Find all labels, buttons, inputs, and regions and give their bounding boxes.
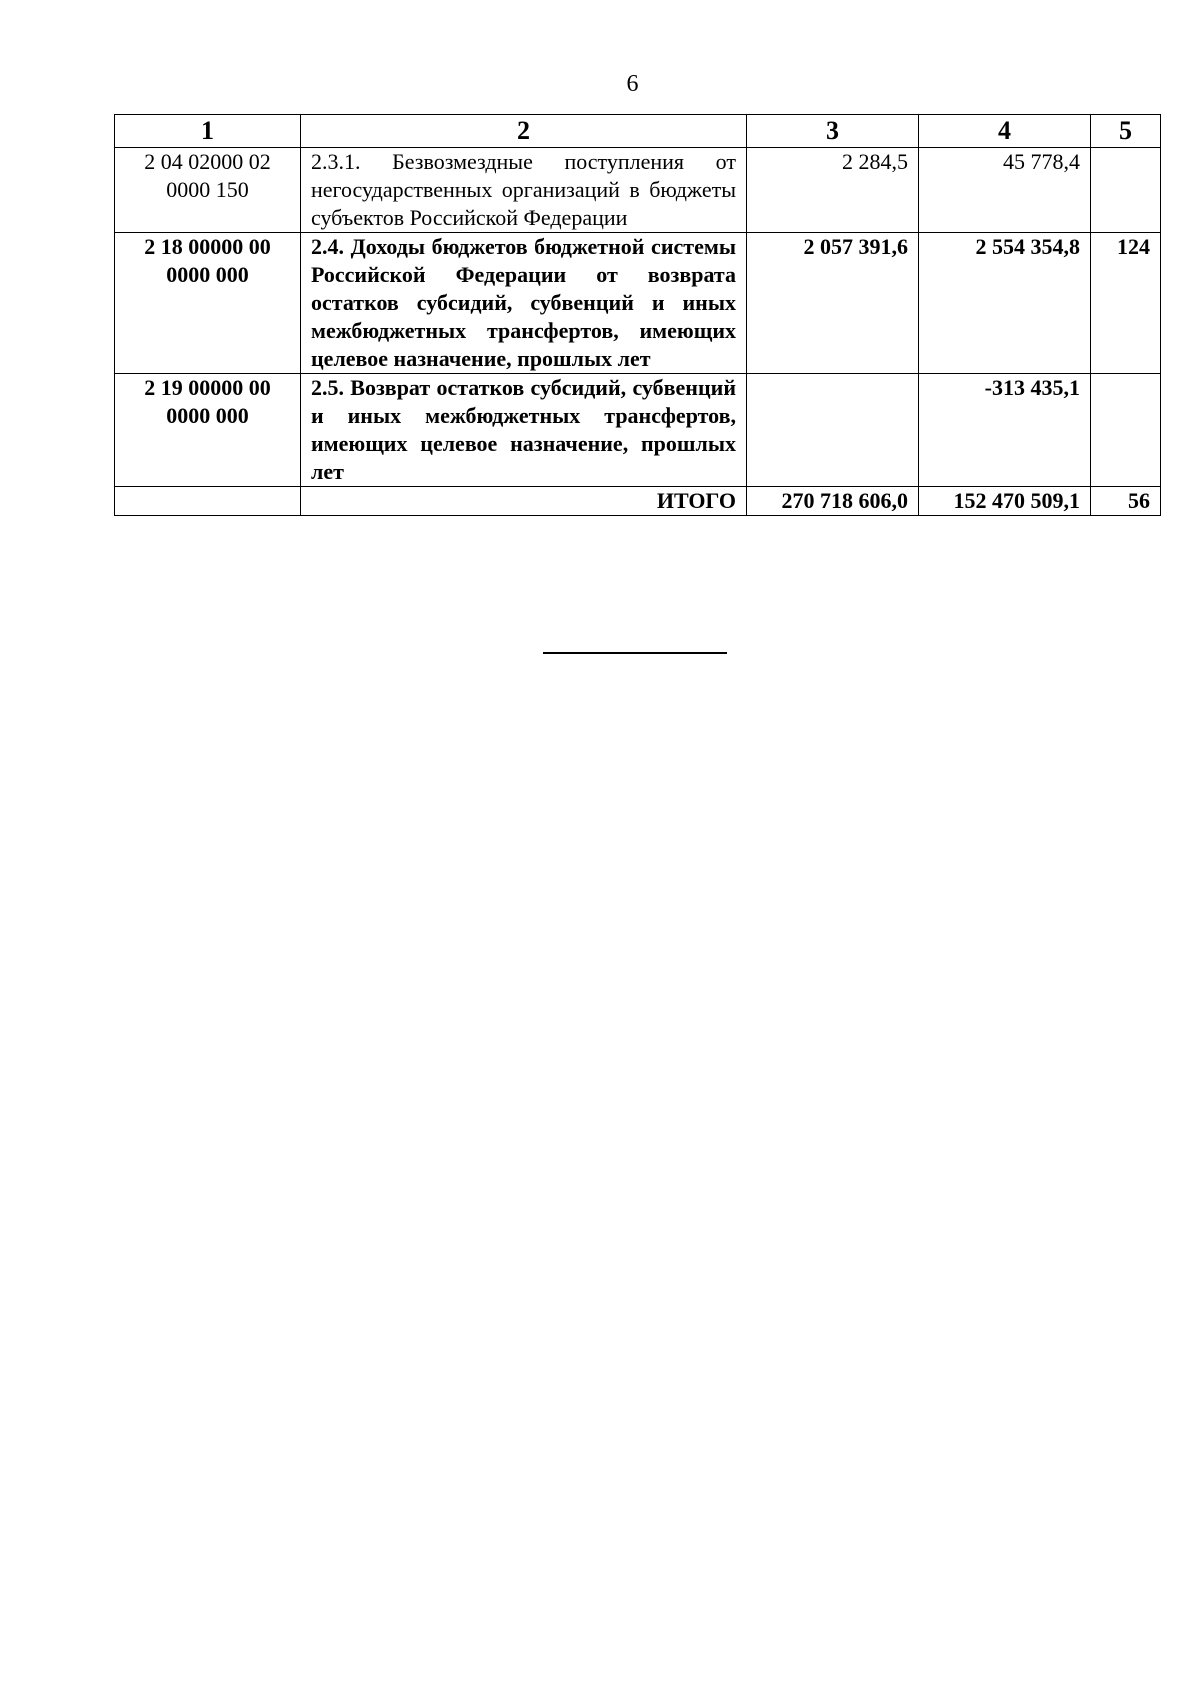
row-col3 xyxy=(747,374,919,487)
budget-table xyxy=(114,114,1161,516)
row-description: 2.3.1. Безвозмездные поступления от негосударственных организаций в бюджеты субъектов Российской Федерации xyxy=(301,148,747,233)
header-col-2: 2 xyxy=(301,115,747,148)
row-col5 xyxy=(1091,374,1161,487)
row-code: 2 19 00000 00 0000 000 xyxy=(115,374,301,487)
row-col4: -313 435,1 xyxy=(919,374,1091,487)
row-col3: 2 284,5 xyxy=(747,148,919,233)
table-header-row xyxy=(115,115,1161,148)
page-number: 6 xyxy=(626,71,639,97)
row-code: 2 04 02000 02 0000 150 xyxy=(115,148,301,233)
total-label: ИТОГО xyxy=(301,487,747,516)
row-description: 2.4. Доходы бюджетов бюджетной системы Российской Федерации от возврата остатков субсидий, субвенций и иных межбюджетных трансфертов, имеющих целевое назначение, прошлых лет xyxy=(301,233,747,374)
row-description: 2.5. Возврат остатков субсидий, субвенций и иных межбюджетных трансфертов, имеющих целевое назначение, прошлых лет xyxy=(301,374,747,487)
header-col-3: 3 xyxy=(747,115,919,148)
header-col-1: 1 xyxy=(115,115,301,148)
row-col3: 2 057 391,6 xyxy=(747,233,919,374)
total-row xyxy=(115,487,1161,516)
row-col5 xyxy=(1091,148,1161,233)
end-rule xyxy=(543,652,727,654)
header-col-4: 4 xyxy=(919,115,1091,148)
table-row xyxy=(115,148,1161,233)
table-row xyxy=(115,233,1161,374)
total-code-empty xyxy=(115,487,301,516)
total-col5: 56 xyxy=(1091,487,1161,516)
table-row xyxy=(115,374,1161,487)
header-col-5: 5 xyxy=(1091,115,1161,148)
row-col4: 2 554 354,8 xyxy=(919,233,1091,374)
total-col4: 152 470 509,1 xyxy=(919,487,1091,516)
row-code: 2 18 00000 00 0000 000 xyxy=(115,233,301,374)
row-col4: 45 778,4 xyxy=(919,148,1091,233)
row-col5: 124 xyxy=(1091,233,1161,374)
total-col3: 270 718 606,0 xyxy=(747,487,919,516)
